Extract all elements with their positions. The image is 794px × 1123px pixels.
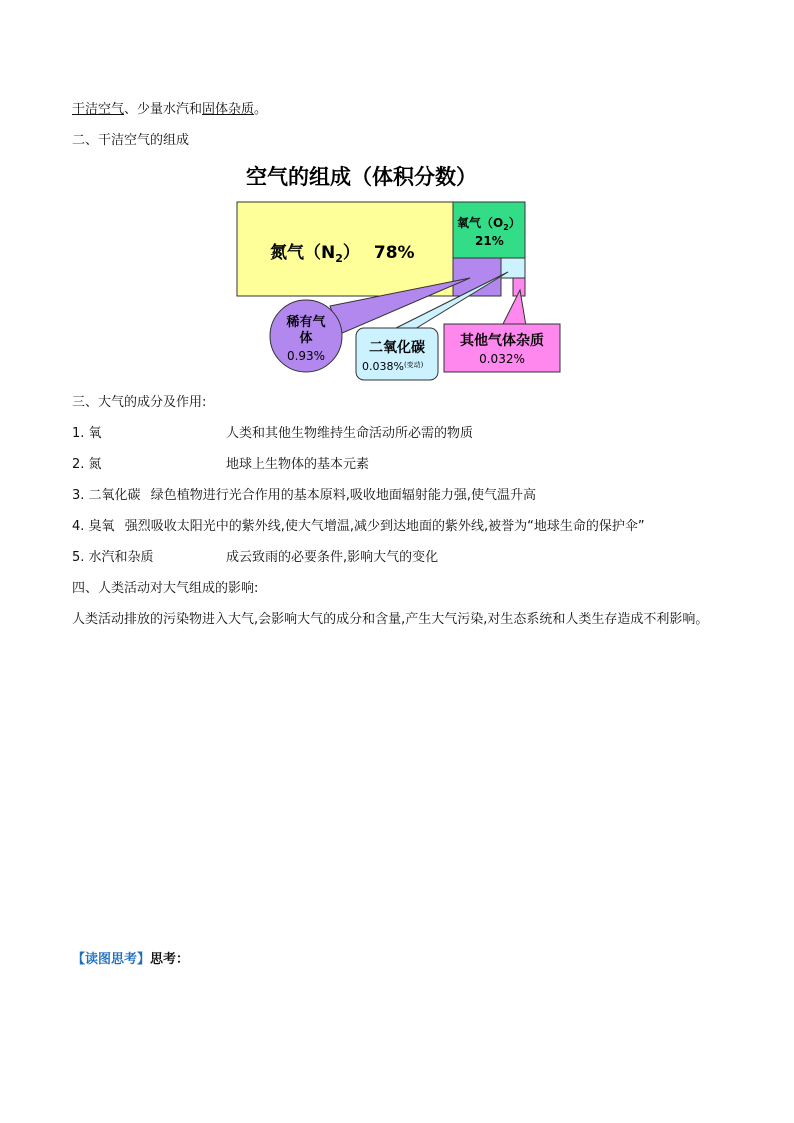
nitrogen-name: 氮气（N bbox=[270, 243, 336, 263]
solid-impurity-text: 固体杂质 bbox=[202, 102, 255, 117]
component-name: 4. 臭氧 bbox=[72, 519, 115, 534]
oxygen-pct: 21% bbox=[475, 234, 504, 248]
section4-paragraph: 人类活动排放的污染物进入大气,会影响大气的成分和含量,产生大气污染,对生态系统和人类生存造成不利影响。 bbox=[72, 612, 709, 627]
read-figure-label: 【读图思考】 bbox=[72, 952, 151, 967]
air-composition-figure bbox=[230, 156, 570, 382]
component-name: 1. 氧 bbox=[72, 426, 102, 441]
read-figure-suffix: 思考： bbox=[150, 952, 190, 967]
figure-title: 空气的组成（体积分数） bbox=[246, 165, 477, 189]
oxygen-block bbox=[453, 202, 525, 258]
nitrogen-sub: 2 bbox=[335, 252, 343, 265]
section3-title: 三、大气的成分及作用: bbox=[72, 395, 207, 410]
other-label: 其他气体杂质 bbox=[460, 333, 544, 349]
component-desc: 成云致雨的必要条件,影响大气的变化 bbox=[226, 550, 439, 565]
rare-gas-line1: 稀有气 bbox=[286, 315, 326, 330]
rare-gas-line2: 体 bbox=[299, 331, 313, 346]
component-name: 3. 二氧化碳 bbox=[72, 488, 141, 503]
component-name: 2. 氮 bbox=[72, 457, 102, 472]
co2-label: 二氧化碳 bbox=[369, 340, 425, 356]
oxygen-sub: 2 bbox=[503, 223, 509, 232]
intro-end: 。 bbox=[254, 102, 268, 117]
nitrogen-close: ） bbox=[342, 243, 360, 263]
component-row bbox=[72, 519, 645, 535]
intro-line bbox=[72, 102, 267, 118]
component-desc: 强烈吸收太阳光中的紫外线,使大气增温,减少到达地面的紫外线,被誉为“地球生命的保护伞” bbox=[124, 519, 645, 534]
co2-block bbox=[501, 258, 525, 278]
component-name: 5. 水汽和杂质 bbox=[72, 550, 154, 565]
component-row bbox=[72, 550, 154, 566]
intro-sep: 、少量水汽和 bbox=[124, 102, 203, 117]
section2-title: 二、干洁空气的组成 bbox=[72, 133, 190, 148]
oxygen-close: ） bbox=[508, 216, 521, 230]
component-desc: 地球上生物体的基本元素 bbox=[226, 457, 370, 472]
nitrogen-pct: 78% bbox=[373, 243, 415, 263]
other-pct: 0.032% bbox=[479, 352, 525, 366]
component-row bbox=[72, 426, 102, 442]
co2-pct: 0.038% bbox=[362, 360, 404, 373]
oxygen-label bbox=[457, 215, 521, 232]
oxygen-name: 氧气（O bbox=[457, 216, 504, 230]
dry-air-text: 干洁空气 bbox=[72, 102, 125, 117]
rare-gas-pct: 0.93% bbox=[286, 349, 326, 363]
component-row bbox=[72, 457, 102, 473]
component-desc: 人类和其他生物维持生命活动所必需的物质 bbox=[226, 426, 474, 441]
nitrogen-label bbox=[270, 242, 415, 265]
component-row bbox=[72, 488, 536, 504]
section4-title: 四、人类活动对大气组成的影响: bbox=[72, 581, 259, 596]
component-desc: 绿色植物进行光合作用的基本原料,吸收地面辐射能力强,使气温升高 bbox=[150, 488, 536, 503]
read-figure-line bbox=[72, 952, 189, 968]
co2-note: (变动) bbox=[403, 361, 424, 369]
